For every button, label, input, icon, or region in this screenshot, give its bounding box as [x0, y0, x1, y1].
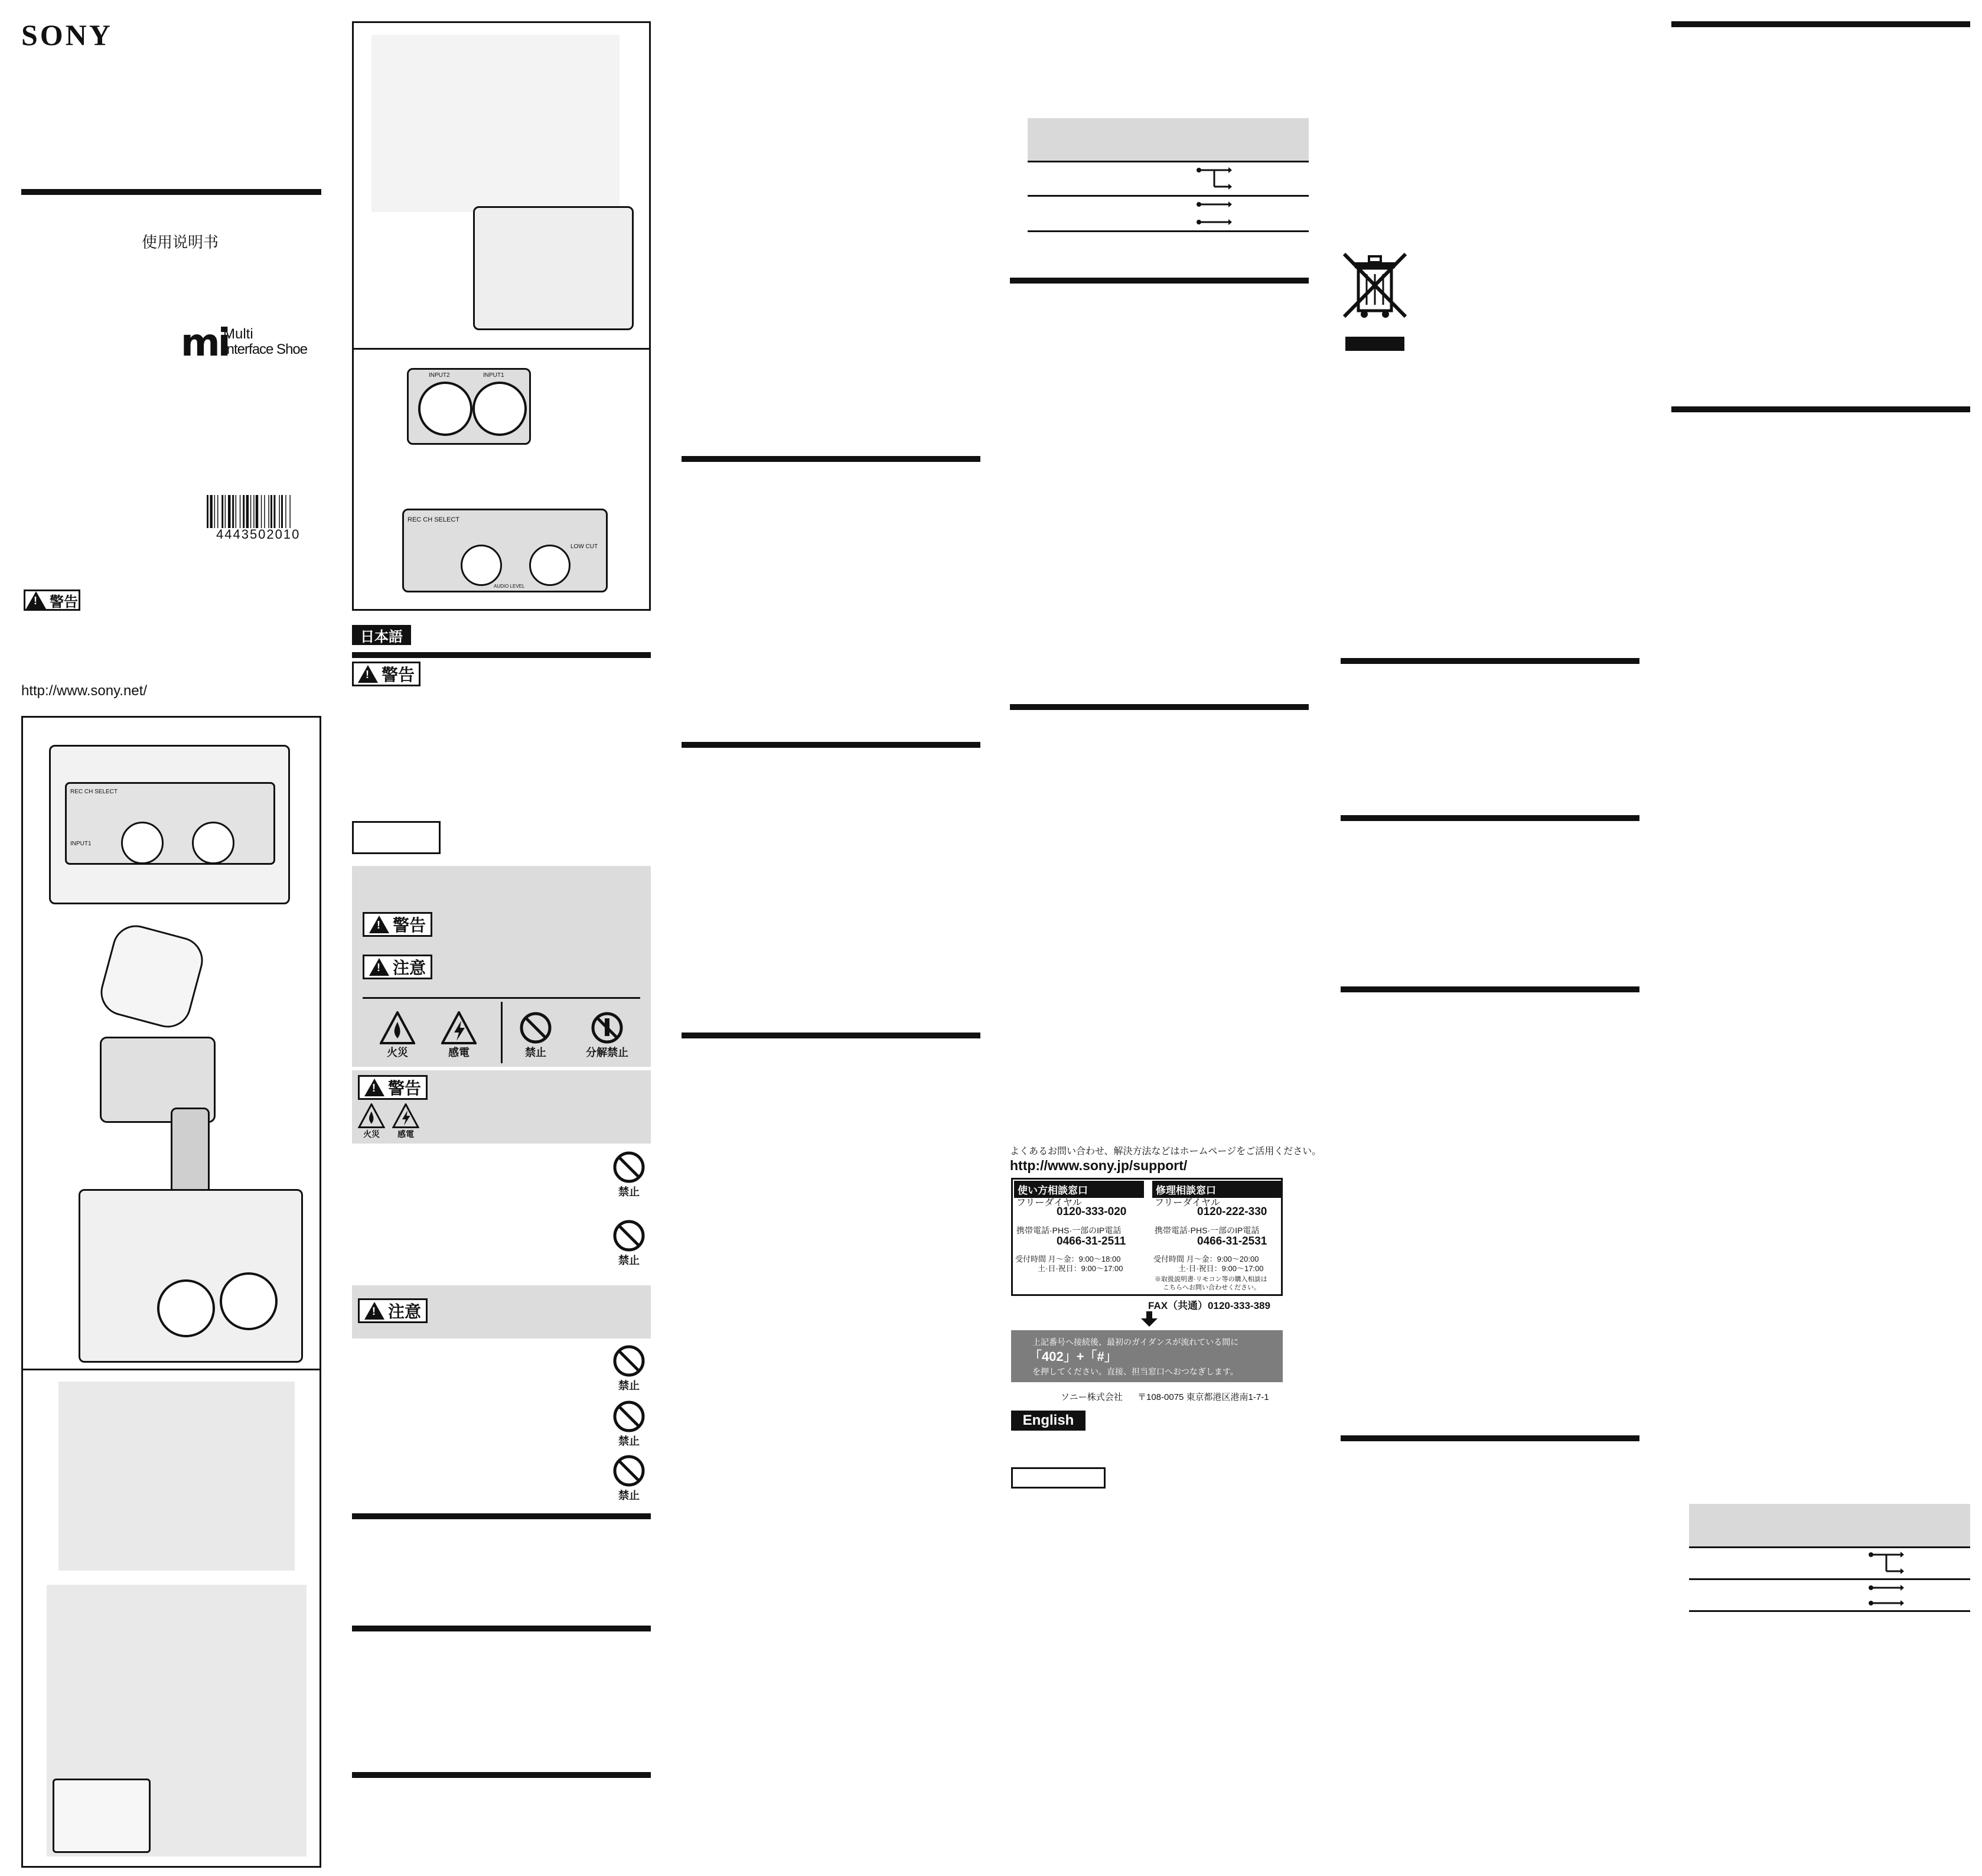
warning-shock	[391, 1103, 420, 1140]
signal-split-icon-en	[1869, 1550, 1904, 1576]
symbols-panel	[352, 866, 651, 1067]
input1-jack	[472, 382, 527, 436]
signal-direct-icon-en-1	[1869, 1583, 1904, 1592]
figure-parts	[21, 716, 321, 1868]
prohibit-3-label: 禁止	[618, 1380, 640, 1392]
warning-triangle-icon	[26, 591, 46, 609]
warning-panel-label: 警告	[387, 1079, 421, 1097]
caution-panel-badge	[358, 1298, 428, 1323]
attach-inset	[53, 1779, 151, 1853]
warning-triangle-icon-3	[369, 916, 389, 933]
caution-triangle-icon	[369, 958, 389, 976]
prohibit-4-label: 禁止	[618, 1435, 640, 1447]
no-disassembly-icon	[589, 1011, 625, 1044]
caution-panel-label: 注意	[387, 1302, 421, 1321]
col4-rule-2	[1010, 704, 1309, 710]
barcode-bar	[261, 495, 262, 528]
barcode-bar	[268, 495, 269, 528]
support-guide-box	[1011, 1330, 1283, 1382]
electric-shock-icon	[441, 1011, 477, 1044]
col6-rule-1	[1671, 21, 1970, 27]
signal-split-icon	[1197, 165, 1232, 191]
switch-panel-dial-2	[529, 545, 571, 586]
support-address: 〒108-0075 東京都港区港南1-7-1	[1137, 1392, 1269, 1402]
fire-symbol	[377, 1011, 418, 1060]
microphone-illustration	[82, 930, 259, 1202]
japanese-section-tag: 日本語	[352, 625, 411, 645]
fire-icon-small	[358, 1103, 385, 1128]
warning-triangle-icon-2	[358, 665, 378, 683]
cover-warning-label: 警告	[50, 594, 78, 610]
barcode-bar	[236, 495, 237, 528]
switch-table-en-line-2	[1689, 1578, 1970, 1580]
support-note-2: こちらへお問い合わせください。	[1163, 1284, 1260, 1291]
english-empty-box	[1011, 1467, 1106, 1489]
electric-shock-icon-small	[392, 1103, 419, 1128]
signal-direct-icon-1	[1197, 200, 1232, 209]
barcode-bar	[279, 495, 280, 528]
barcode-number: 4443502010	[216, 527, 301, 542]
left-hours-1: 受付時間 月～金：9:00～18:00	[1015, 1255, 1121, 1263]
jp-warning-badge	[352, 662, 420, 686]
support-intro: よくあるお問い合わせ、解決方法などはホームページをご活用ください。	[1010, 1147, 1322, 1157]
right-mobile-label: 携帯電話·PHS·一部のIP電話	[1155, 1226, 1260, 1235]
switch-table-line-3	[1028, 230, 1309, 232]
input1-jack-label: INPUT1	[483, 372, 504, 379]
input2-jack-label: INPUT2	[429, 372, 450, 379]
warning-triangle-icon-4	[364, 1079, 384, 1096]
right-free-dial: フリーダイヤル	[1155, 1198, 1220, 1208]
prohibited-symbol-label: 禁止	[525, 1047, 546, 1058]
no-disassembly-symbol-label: 分解禁止	[586, 1047, 628, 1058]
switch-panel	[402, 509, 608, 592]
barcode-bar	[253, 495, 255, 528]
guide-line-2: 「402」+「#」	[1029, 1349, 1117, 1364]
barcode-bar	[285, 495, 286, 528]
attach-step-1	[58, 1382, 295, 1571]
left-free-number: 0120-333-020	[1057, 1206, 1127, 1218]
panel-caution-label: 注意	[392, 959, 426, 977]
figure-divider	[23, 1369, 320, 1370]
barcode-bar	[289, 495, 291, 528]
figure-connection	[352, 21, 651, 611]
support-right-header: 修理相談窓口	[1152, 1181, 1281, 1198]
prohibit-5	[608, 1454, 650, 1503]
switch-table-header	[1028, 118, 1309, 161]
connector-closeup	[79, 1189, 303, 1363]
left-mobile-label: 携帯電話·PHS·一部のIP電話	[1016, 1226, 1122, 1235]
panel-warning-badge	[363, 912, 432, 937]
control-panel-face	[65, 782, 275, 865]
right-hours-1: 受付時間 月～金：9:00～20:00	[1153, 1255, 1259, 1263]
cable-detail-inset	[473, 206, 634, 330]
no-disassembly-symbol	[579, 1011, 635, 1060]
mic-grip	[171, 1108, 210, 1200]
switch-panel-lowcut: LOW CUT	[571, 543, 598, 550]
support-fax: FAX（共通）0120-333-389	[1148, 1300, 1270, 1311]
caution-triangle-icon-2	[364, 1302, 384, 1320]
col5-rule-3	[1341, 986, 1639, 992]
col2-rule-3	[352, 1772, 651, 1778]
prohibit-1-label: 禁止	[618, 1186, 640, 1198]
prohibited-icon-1	[611, 1151, 647, 1184]
weee-bar	[1345, 337, 1404, 351]
support-left-header: 使い方相談窓口	[1014, 1181, 1144, 1198]
signal-direct-icon-2	[1197, 217, 1232, 227]
shock-symbol-label: 感電	[448, 1047, 470, 1058]
right-hours-2: 土·日·祝日：9:00～17:00	[1178, 1264, 1264, 1273]
japanese-section-rule	[352, 652, 651, 658]
barcode-bar	[217, 495, 219, 528]
barcode-bar	[250, 495, 252, 528]
left-free-dial: フリーダイヤル	[1016, 1198, 1082, 1208]
support-company: ソニー株式会社	[1061, 1392, 1123, 1402]
switch-panel-audio-level: AUDIO LEVEL	[494, 584, 525, 589]
barcode-bar	[273, 495, 275, 528]
jp-warning-label: 警告	[381, 666, 415, 684]
prohibit-2-label: 禁止	[618, 1255, 640, 1266]
barcode-bar	[214, 495, 216, 528]
prohibited-symbol	[515, 1011, 556, 1060]
switch-table-line-2	[1028, 195, 1309, 197]
switch-table-en-line-3	[1689, 1610, 1970, 1612]
barcode-bar	[207, 495, 208, 528]
prohibit-3	[608, 1344, 650, 1393]
english-section-tag: English	[1011, 1411, 1085, 1431]
symbols-vertical-divider	[501, 1002, 503, 1063]
right-free-number: 0120-222-330	[1197, 1206, 1267, 1218]
barcode-bar	[281, 495, 283, 528]
prohibited-icon-5	[611, 1454, 647, 1487]
col5-rule-2	[1341, 815, 1639, 821]
barcode-bar	[240, 495, 241, 528]
switch-table-en-header	[1689, 1504, 1970, 1546]
barcode-bar	[270, 495, 272, 528]
weee-bin-icon	[1341, 250, 1409, 320]
panel-warning-label: 警告	[392, 916, 426, 934]
website-url: http://www.sony.net/	[21, 683, 147, 699]
panel-rec-select: REC CH SELECT	[70, 789, 118, 795]
cover-rule	[21, 189, 321, 195]
mi-shoe-logo	[181, 321, 322, 365]
input2-jack	[418, 382, 472, 436]
col3-rule-3	[682, 1033, 980, 1038]
fire-icon	[380, 1011, 415, 1044]
brand-logo: SONY	[21, 18, 113, 51]
barcode-bar	[232, 495, 234, 528]
col4-rule-1	[1010, 278, 1309, 284]
guide-line-1: 上記番号へ接続後、最初のガイダンスが流れている間に	[1032, 1337, 1239, 1347]
mi-glyph: mi	[181, 321, 229, 365]
warning-panel-badge	[358, 1075, 428, 1100]
barcode	[207, 495, 310, 528]
prohibited-icon-4	[611, 1400, 647, 1433]
prohibit-5-label: 禁止	[618, 1490, 640, 1502]
switch-table-en-line-1	[1689, 1546, 1970, 1548]
doc-title: 使用说明书	[142, 233, 219, 251]
switch-table-line-1	[1028, 161, 1309, 162]
col2-rule-1	[352, 1513, 651, 1519]
support-url: http://www.sony.jp/support/	[1010, 1158, 1188, 1173]
shock-symbol	[438, 1011, 480, 1060]
right-mobile-number: 0466-31-2531	[1197, 1235, 1267, 1248]
empty-box	[352, 821, 441, 854]
xlr-jack-right	[220, 1272, 278, 1330]
prohibit-2	[608, 1219, 650, 1268]
down-arrow-icon	[1141, 1311, 1158, 1327]
prohibited-icon-2	[611, 1219, 647, 1252]
mic-capsule	[95, 920, 208, 1033]
xlr-input-pair	[407, 368, 531, 445]
prohibit-1	[608, 1151, 650, 1199]
col5-rule-1	[1341, 658, 1639, 664]
support-contact-box	[1011, 1178, 1283, 1296]
xlr-jack-left	[157, 1279, 215, 1337]
col6-rule-2	[1671, 406, 1970, 412]
left-mobile-number: 0466-31-2511	[1057, 1235, 1126, 1248]
warning-shock-label: 感電	[397, 1129, 414, 1139]
barcode-bar	[246, 495, 249, 528]
support-note-1: ※取扱説明書·リモコン等の購入相談は	[1155, 1276, 1267, 1283]
caution-panel	[352, 1285, 651, 1338]
barcode-bar	[264, 495, 265, 528]
control-panel-closeup	[49, 745, 290, 904]
col3-rule-1	[682, 456, 980, 462]
barcode-bar	[210, 495, 213, 528]
mi-line2: Interface Shoe	[223, 341, 308, 357]
warning-panel	[352, 1070, 651, 1144]
warning-fire	[357, 1103, 386, 1140]
barcode-bar	[221, 495, 223, 528]
guide-line-3: を押してください。直接、担当窓口へおつなぎします。	[1032, 1367, 1238, 1376]
signal-direct-icon-en-2	[1869, 1598, 1904, 1608]
barcode-bar	[243, 495, 245, 528]
barcode-bar	[228, 495, 231, 528]
mi-line1: Multi	[223, 326, 253, 342]
prohibited-icon	[518, 1011, 553, 1044]
ch1-level-dial	[121, 822, 164, 864]
col3-rule-2	[682, 742, 980, 748]
figure-connection-divider	[354, 348, 649, 350]
panel-input1: INPUT1	[70, 841, 92, 847]
warning-fire-label: 火災	[363, 1129, 380, 1139]
barcode-bar	[225, 495, 226, 528]
col5-rule-4	[1341, 1435, 1639, 1441]
ch2-level-dial	[192, 822, 234, 864]
cover-warning-badge	[24, 589, 80, 611]
symbols-panel-divider	[363, 997, 640, 999]
panel-caution-badge	[363, 955, 432, 979]
prohibited-icon-3	[611, 1344, 647, 1377]
switch-panel-rec: REC CH SELECT	[408, 516, 460, 523]
fire-symbol-label: 火災	[387, 1047, 408, 1058]
prohibit-4	[608, 1400, 650, 1448]
switch-panel-dial-1	[461, 545, 502, 586]
col2-rule-2	[352, 1626, 651, 1631]
cable-illustration	[371, 35, 620, 212]
barcode-bar	[256, 495, 259, 528]
left-hours-2: 土·日·祝日：9:00～17:00	[1038, 1264, 1123, 1273]
